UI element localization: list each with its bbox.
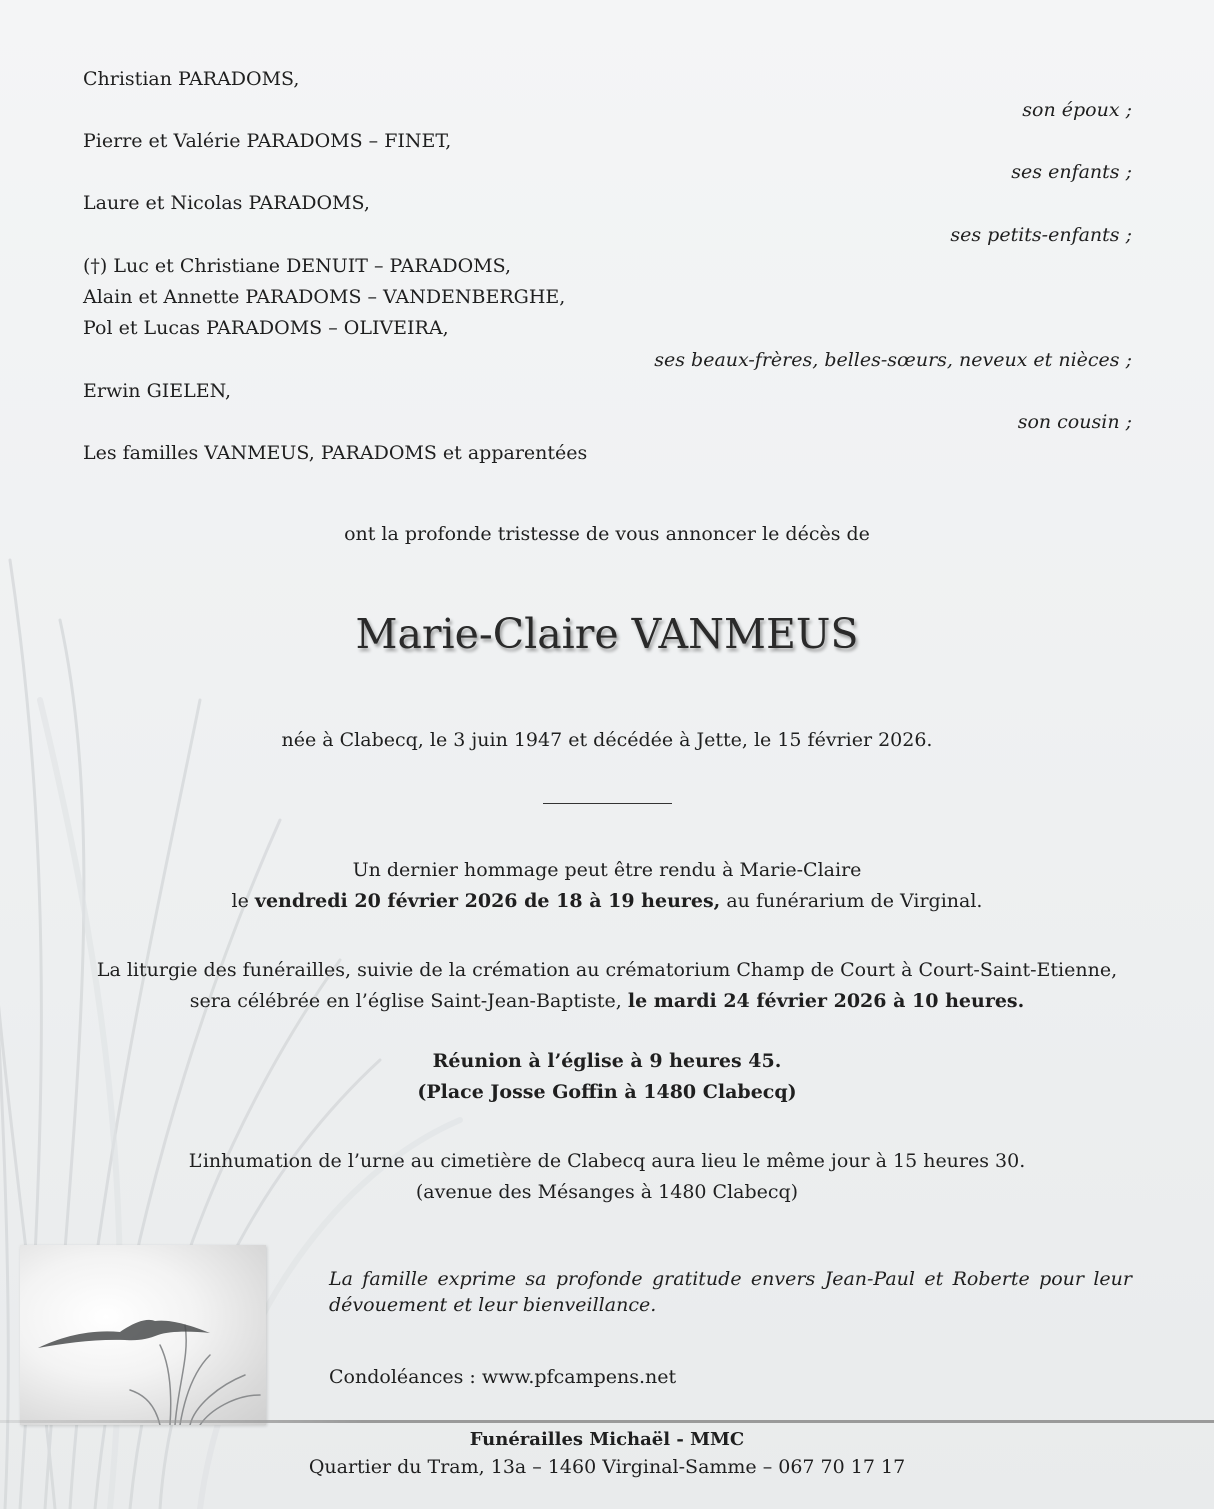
funeral-home-name: Funérailles Michaël - MMC [469, 1429, 745, 1450]
tribute-prefix: le [231, 890, 255, 912]
relation-label: ses beaux-frères, belles-sœurs, neveux et nièces ; [654, 349, 1132, 371]
tribute-location: au funérarium de Virginal. [720, 890, 983, 912]
liturgy-details [0, 989, 1214, 1013]
deceased-name: Marie-Claire VANMEUS [355, 610, 859, 658]
family-line: (†) Luc et Christiane DENUIT – PARADOMS, [83, 255, 511, 277]
meeting-time: Réunion à l’église à 9 heures 45. [432, 1050, 782, 1072]
tribute-details [0, 889, 1214, 913]
gratitude-text: La famille exprime sa profonde gratitude envers Jean-Paul et Roberte pour leur dévouement et leur bienveillance. [329, 1268, 1132, 1316]
tribute-datetime: vendredi 20 février 2026 de 18 à 19 heures, [254, 890, 721, 912]
announcement-text: ont la profonde tristesse de vous annoncer le décès de [344, 523, 870, 545]
condolences-link[interactable]: Condoléances : www.pfcampens.net [329, 1366, 677, 1388]
family-line: Laure et Nicolas PARADOMS, [83, 192, 370, 214]
family-line: Pol et Lucas PARADOMS – OLIVEIRA, [83, 317, 449, 339]
liturgy-line: La liturgie des funérailles, suivie de la crémation au crématorium Champ de Court à Court-Saint-Etienne, [96, 959, 1118, 981]
separator-line [543, 803, 672, 804]
meeting-address: (Place Josse Goffin à 1480 Clabecq) [417, 1081, 797, 1103]
family-line: Erwin GIELEN, [83, 380, 232, 402]
tribute-line: Un dernier hommage peut être rendu à Marie-Claire [352, 859, 862, 881]
family-line: Alain et Annette PARADOMS – VANDENBERGHE, [83, 286, 566, 308]
burial-line: L’inhumation de l’urne au cimetière de Clabecq aura lieu le même jour à 15 heures 30. [188, 1150, 1026, 1172]
footer-divider [0, 1420, 1214, 1423]
bird-card-image [20, 1245, 266, 1425]
relation-label: son époux ; [1022, 99, 1132, 121]
relation-label: ses enfants ; [1011, 161, 1132, 183]
liturgy-datetime: le mardi 24 février 2026 à 10 heures. [627, 990, 1025, 1012]
family-line: Les familles VANMEUS, PARADOMS et apparentées [83, 442, 588, 464]
relation-label: ses petits-enfants ; [950, 224, 1132, 246]
family-line: Pierre et Valérie PARADOMS – FINET, [83, 130, 452, 152]
funeral-home-address: Quartier du Tram, 13a – 1460 Virginal-Samme – 067 70 17 17 [308, 1456, 906, 1478]
relation-label: son cousin ; [1017, 411, 1132, 433]
burial-address: (avenue des Mésanges à 1480 Clabecq) [415, 1181, 799, 1203]
birth-death-dates: née à Clabecq, le 3 juin 1947 et décédée à Jette, le 15 février 2026. [281, 729, 933, 751]
family-line: Christian PARADOMS, [83, 68, 300, 90]
liturgy-church: sera célébrée en l’église Saint-Jean-Baptiste, [189, 990, 628, 1012]
bird-illustration [20, 1245, 266, 1425]
